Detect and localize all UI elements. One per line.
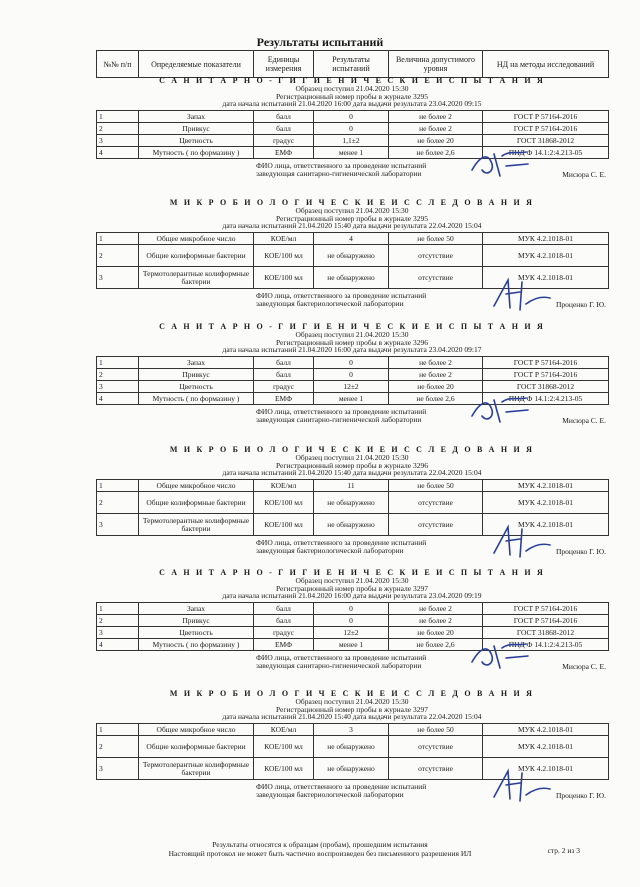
table-cell: не обнаружено bbox=[314, 514, 389, 536]
section-header bbox=[96, 77, 608, 108]
table-cell: 3 bbox=[97, 381, 139, 393]
table-cell: Общие колиформные бактерии bbox=[139, 492, 254, 514]
lab-head-label: заведующая санитарно-гигиенической лаборатории bbox=[256, 661, 422, 670]
signature-caption bbox=[256, 539, 426, 555]
table-cell: не более 2,6 bbox=[389, 147, 483, 159]
table-cell: КОЕ/мл bbox=[254, 233, 314, 245]
table-cell: менее 1 bbox=[314, 639, 389, 651]
section-header bbox=[96, 690, 608, 721]
sample-received: Образец поступил 21.04.2020 15:30 bbox=[295, 575, 409, 585]
table-cell: ГОСТ Р 57164-2016 bbox=[483, 369, 609, 381]
registration-number: Регистрационный номер пробы в журнале 3295 bbox=[275, 91, 429, 101]
table-cell: МУК 4.2.1018-01 bbox=[483, 736, 609, 758]
table-cell: ГОСТ Р 57164-2016 bbox=[483, 111, 609, 123]
table-cell: 0 bbox=[314, 357, 389, 369]
table-cell: балл bbox=[254, 111, 314, 123]
table-cell: ПНД Ф 14.1:2:4.213-05 bbox=[483, 639, 609, 651]
table-cell: Цветность bbox=[139, 135, 254, 147]
table-cell: градус bbox=[254, 381, 314, 393]
section-heading: М И К Р О Б И О Л О Г И Ч Е С К И Е И С С Л Е Д О В А Н И Я bbox=[169, 689, 535, 698]
table-cell: отсутствие bbox=[389, 736, 483, 758]
signer-name: Мисюра С. Е. bbox=[562, 416, 606, 425]
table-cell: ПНД Ф 14.1:2:4.213-05 bbox=[483, 147, 609, 159]
table-cell: 1 bbox=[97, 233, 139, 245]
signature-block bbox=[96, 783, 608, 801]
table-cell: не более 2,6 bbox=[389, 639, 483, 651]
handwritten-signature bbox=[466, 146, 536, 186]
section-header bbox=[96, 199, 608, 230]
section-heading: М И К Р О Б И О Л О Г И Ч Е С К И Е И С С Л Е Д О В А Н И Я bbox=[169, 198, 535, 207]
registration-number: Регистрационный номер пробы в журнале 3295 bbox=[275, 213, 429, 223]
table-cell: балл bbox=[254, 615, 314, 627]
table-cell: градус bbox=[254, 627, 314, 639]
table-cell: не обнаружено bbox=[314, 758, 389, 780]
section-header bbox=[96, 569, 608, 600]
responsible-person-label: ФИО лица, ответственного за проведение испытаний bbox=[256, 538, 427, 547]
page-title: Результаты испытаний bbox=[256, 35, 384, 49]
table-row bbox=[97, 603, 609, 615]
table-row bbox=[97, 245, 609, 267]
table-cell: балл bbox=[254, 603, 314, 615]
col-indicator: Определяемые показатели bbox=[139, 51, 254, 78]
table-cell: 1 bbox=[97, 111, 139, 123]
table-cell: 1 bbox=[97, 480, 139, 492]
table-cell: 0 bbox=[314, 369, 389, 381]
table-cell: МУК 4.2.1018-01 bbox=[483, 267, 609, 289]
table-cell: не более 50 bbox=[389, 724, 483, 736]
table-cell: ГОСТ 31868-2012 bbox=[483, 627, 609, 639]
table-cell: не более 2 bbox=[389, 369, 483, 381]
sample-received: Образец поступил 21.04.2020 15:30 bbox=[295, 83, 409, 93]
signature-caption bbox=[256, 783, 426, 799]
table-cell: ГОСТ Р 57164-2016 bbox=[483, 615, 609, 627]
table-cell: МУК 4.2.1018-01 bbox=[483, 514, 609, 536]
table-cell: 3 bbox=[97, 758, 139, 780]
table-cell: 2 bbox=[97, 245, 139, 267]
table-cell: не более 2 bbox=[389, 111, 483, 123]
test-dates: дата начала испытаний 21.04.2020 16:00 дата выдачи результата 23.04.2020 09:19 bbox=[222, 591, 482, 601]
handwritten-signature bbox=[486, 767, 556, 807]
signature-caption bbox=[256, 654, 426, 670]
table-cell: 3 bbox=[97, 627, 139, 639]
lab-head-label: заведующая санитарно-гигиенической лаборатории bbox=[256, 415, 422, 424]
table-cell: Запах bbox=[139, 357, 254, 369]
signature-block bbox=[96, 292, 608, 310]
table-row bbox=[97, 369, 609, 381]
table-cell: ЕМФ bbox=[254, 393, 314, 405]
table-row bbox=[97, 123, 609, 135]
table-cell: МУК 4.2.1018-01 bbox=[483, 492, 609, 514]
table-cell: 2 bbox=[97, 736, 139, 758]
table-cell: не более 2 bbox=[389, 357, 483, 369]
table-cell: МУК 4.2.1018-01 bbox=[483, 758, 609, 780]
footer-line-2: Настоящий протокол не может быть частично воспроизведен без письменного разрешения ИЛ bbox=[168, 849, 472, 858]
table-cell: 3 bbox=[97, 135, 139, 147]
table-cell: менее 1 bbox=[314, 393, 389, 405]
signature-block bbox=[96, 408, 608, 426]
table-cell: отсутствие bbox=[389, 758, 483, 780]
table-cell: Общее микробное число bbox=[139, 724, 254, 736]
table-cell: Мутность ( по формазину ) bbox=[139, 639, 254, 651]
lab-head-label: заведующая бактериологической лаборатории bbox=[256, 299, 404, 308]
header-table bbox=[96, 50, 609, 78]
registration-number: Регистрационный номер пробы в журнале 3297 bbox=[275, 704, 429, 714]
table-row bbox=[97, 736, 609, 758]
signature-block bbox=[96, 539, 608, 557]
table-cell: Общее микробное число bbox=[139, 233, 254, 245]
table-cell: отсутствие bbox=[389, 267, 483, 289]
table-cell: МУК 4.2.1018-01 bbox=[483, 245, 609, 267]
table-cell: Термотолерантные колиформные бактерии bbox=[139, 267, 254, 289]
col-method: НД на методы исследований bbox=[483, 51, 609, 78]
table-cell: КОЕ/100 мл bbox=[254, 267, 314, 289]
table-cell: не более 2 bbox=[389, 123, 483, 135]
table-row bbox=[97, 724, 609, 736]
test-dates: дата начала испытаний 21.04.2020 15:40 дата выдачи результата 22.04.2020 15:04 bbox=[222, 221, 482, 231]
test-dates: дата начала испытаний 21.04.2020 15:40 дата выдачи результата 22.04.2020 15:04 bbox=[222, 468, 482, 478]
table-cell: не обнаружено bbox=[314, 492, 389, 514]
section-heading: М И К Р О Б И О Л О Г И Ч Е С К И Е И С С Л Е Д О В А Н И Я bbox=[169, 445, 535, 454]
table-cell: отсутствие bbox=[389, 492, 483, 514]
table-cell: балл bbox=[254, 123, 314, 135]
table-row bbox=[97, 381, 609, 393]
table-cell: Запах bbox=[139, 111, 254, 123]
table-cell: ГОСТ Р 57164-2016 bbox=[483, 603, 609, 615]
table-cell: не обнаружено bbox=[314, 736, 389, 758]
table-cell: ГОСТ Р 57164-2016 bbox=[483, 123, 609, 135]
table-cell: балл bbox=[254, 357, 314, 369]
table-cell: Общие колиформные бактерии bbox=[139, 245, 254, 267]
table-cell: балл bbox=[254, 369, 314, 381]
table-cell: Привкус bbox=[139, 615, 254, 627]
registration-number: Регистрационный номер пробы в журнале 3296 bbox=[275, 460, 429, 470]
table-cell: не более 50 bbox=[389, 480, 483, 492]
responsible-person-label: ФИО лица, ответственного за проведение испытаний bbox=[256, 161, 427, 170]
sample-received: Образец поступил 21.04.2020 15:30 bbox=[295, 329, 409, 339]
section-heading: С А Н И Т А Р Н О - Г И Г И Е Н И Ч Е С К И Е И С П Ы Т А Н И Я bbox=[159, 76, 545, 85]
table-cell: Привкус bbox=[139, 369, 254, 381]
table-cell: Мутность ( по формазину ) bbox=[139, 147, 254, 159]
lab-head-label: заведующая бактериологической лаборатории bbox=[256, 790, 404, 799]
table-cell: КОЕ/100 мл bbox=[254, 514, 314, 536]
table-cell: 4 bbox=[97, 639, 139, 651]
table-cell: Запах bbox=[139, 603, 254, 615]
table-cell: ПНД Ф 14.1:2:4.213-05 bbox=[483, 393, 609, 405]
signature-caption bbox=[256, 162, 426, 178]
table-cell: градус bbox=[254, 135, 314, 147]
table-cell: 0 bbox=[314, 123, 389, 135]
table-cell: отсутствие bbox=[389, 245, 483, 267]
signer-name: Проценко Г. Ю. bbox=[556, 791, 606, 800]
footer-line-1: Результаты относятся к образцам (пробам), прошедшим испытания bbox=[212, 840, 428, 849]
test-dates: дата начала испытаний 21.04.2020 15:40 дата выдачи результата 22.04.2020 15:04 bbox=[222, 712, 482, 722]
registration-number: Регистрационный номер пробы в журнале 3297 bbox=[275, 583, 429, 593]
table-cell: 4 bbox=[314, 233, 389, 245]
responsible-person-label: ФИО лица, ответственного за проведение испытаний bbox=[256, 782, 427, 791]
handwritten-signature bbox=[486, 523, 556, 563]
section-heading: С А Н И Т А Р Н О - Г И Г И Е Н И Ч Е С К И Е И С П Ы Т А Н И Я bbox=[159, 568, 545, 577]
table-row bbox=[97, 135, 609, 147]
table-cell: Цветность bbox=[139, 381, 254, 393]
signature-block bbox=[96, 654, 608, 672]
footer bbox=[0, 840, 640, 858]
table-cell: не более 20 bbox=[389, 135, 483, 147]
table-cell: ЕМФ bbox=[254, 639, 314, 651]
responsible-person-label: ФИО лица, ответственного за проведение испытаний bbox=[256, 291, 427, 300]
table-cell: 4 bbox=[97, 147, 139, 159]
table-cell: КОЕ/100 мл bbox=[254, 758, 314, 780]
sample-received: Образец поступил 21.04.2020 15:30 bbox=[295, 696, 409, 706]
table-cell: Привкус bbox=[139, 123, 254, 135]
table-cell: КОЕ/мл bbox=[254, 724, 314, 736]
table-cell: ГОСТ 31868-2012 bbox=[483, 135, 609, 147]
table-row bbox=[97, 357, 609, 369]
table-cell: 1 bbox=[97, 357, 139, 369]
lab-head-label: заведующая санитарно-гигиенической лаборатории bbox=[256, 169, 422, 178]
sample-received: Образец поступил 21.04.2020 15:30 bbox=[295, 205, 409, 215]
table-cell: КОЕ/100 мл bbox=[254, 492, 314, 514]
table-cell: 12±2 bbox=[314, 381, 389, 393]
table-cell: 2 bbox=[97, 369, 139, 381]
signature-caption bbox=[256, 292, 426, 308]
table-cell: не обнаружено bbox=[314, 245, 389, 267]
table-cell: не более 50 bbox=[389, 233, 483, 245]
test-dates: дата начала испытаний 21.04.2020 16:00 дата выдачи результата 23.04.2020 09:17 bbox=[222, 345, 482, 355]
signature-block bbox=[96, 162, 608, 180]
table-cell: 12±2 bbox=[314, 627, 389, 639]
table-cell: не более 20 bbox=[389, 627, 483, 639]
section-heading: С А Н И Т А Р Н О - Г И Г И Е Н И Ч Е С К И Е И С П Ы Т А Н И Я bbox=[159, 322, 545, 331]
table-cell: 0 bbox=[314, 111, 389, 123]
section-header bbox=[96, 323, 608, 354]
handwritten-signature bbox=[466, 392, 536, 432]
col-limit: Величина допустимого уровня bbox=[389, 51, 483, 78]
test-dates: дата начала испытаний 21.04.2020 16:00 дата выдачи результата 23.04.2020 09:15 bbox=[222, 99, 482, 109]
signer-name: Проценко Г. Ю. bbox=[556, 300, 606, 309]
table-cell: Цветность bbox=[139, 627, 254, 639]
signature-caption bbox=[256, 408, 426, 424]
table-row bbox=[97, 615, 609, 627]
table-cell: не более 20 bbox=[389, 381, 483, 393]
table-cell: МУК 4.2.1018-01 bbox=[483, 480, 609, 492]
table-cell: 11 bbox=[314, 480, 389, 492]
table-cell: Термотолерантные колиформные бактерии bbox=[139, 514, 254, 536]
table-cell: 2 bbox=[97, 492, 139, 514]
table-cell: КОЕ/100 мл bbox=[254, 245, 314, 267]
table-cell: не более 2 bbox=[389, 603, 483, 615]
lab-head-label: заведующая бактериологической лаборатории bbox=[256, 546, 404, 555]
table-row bbox=[97, 480, 609, 492]
table-cell: ГОСТ 31868-2012 bbox=[483, 381, 609, 393]
table-cell: не обнаружено bbox=[314, 267, 389, 289]
table-cell: 2 bbox=[97, 615, 139, 627]
sample-received: Образец поступил 21.04.2020 15:30 bbox=[295, 452, 409, 462]
table-cell: МУК 4.2.1018-01 bbox=[483, 233, 609, 245]
table-cell: МУК 4.2.1018-01 bbox=[483, 724, 609, 736]
table-row bbox=[97, 233, 609, 245]
table-cell: 3 bbox=[314, 724, 389, 736]
table-cell: ГОСТ Р 57164-2016 bbox=[483, 357, 609, 369]
section-header bbox=[96, 446, 608, 477]
table-cell: КОЕ/100 мл bbox=[254, 736, 314, 758]
table-cell: Общее микробное число bbox=[139, 480, 254, 492]
responsible-person-label: ФИО лица, ответственного за проведение испытаний bbox=[256, 653, 427, 662]
col-number: №№ п/п bbox=[97, 51, 139, 78]
handwritten-signature bbox=[466, 638, 536, 678]
page-number: стр. 2 из 3 bbox=[547, 846, 580, 855]
table-cell: Термотолерантные колиформные бактерии bbox=[139, 758, 254, 780]
table-cell: менее 1 bbox=[314, 147, 389, 159]
table-cell: 3 bbox=[97, 267, 139, 289]
table-cell: 0 bbox=[314, 615, 389, 627]
col-unit: Единицы измерения bbox=[254, 51, 314, 78]
table-row bbox=[97, 111, 609, 123]
table-cell: 1,1±2 bbox=[314, 135, 389, 147]
signer-name: Проценко Г. Ю. bbox=[556, 547, 606, 556]
table-cell: не более 2,6 bbox=[389, 393, 483, 405]
table-row bbox=[97, 627, 609, 639]
registration-number: Регистрационный номер пробы в журнале 3296 bbox=[275, 337, 429, 347]
col-result: Результаты испытаний bbox=[314, 51, 389, 78]
table-cell: 0 bbox=[314, 603, 389, 615]
table-cell: Общие колиформные бактерии bbox=[139, 736, 254, 758]
table-cell: не более 2 bbox=[389, 615, 483, 627]
table-cell: Мутность ( по формазину ) bbox=[139, 393, 254, 405]
table-row bbox=[97, 492, 609, 514]
table-cell: КОЕ/мл bbox=[254, 480, 314, 492]
table-cell: 1 bbox=[97, 603, 139, 615]
table-cell: 3 bbox=[97, 514, 139, 536]
signer-name: Мисюра С. Е. bbox=[562, 662, 606, 671]
signer-name: Мисюра С. Е. bbox=[562, 170, 606, 179]
table-cell: 2 bbox=[97, 123, 139, 135]
table-cell: ЕМФ bbox=[254, 147, 314, 159]
handwritten-signature bbox=[486, 276, 556, 316]
table-cell: 4 bbox=[97, 393, 139, 405]
table-cell: 1 bbox=[97, 724, 139, 736]
table-cell: отсутствие bbox=[389, 514, 483, 536]
responsible-person-label: ФИО лица, ответственного за проведение испытаний bbox=[256, 407, 427, 416]
